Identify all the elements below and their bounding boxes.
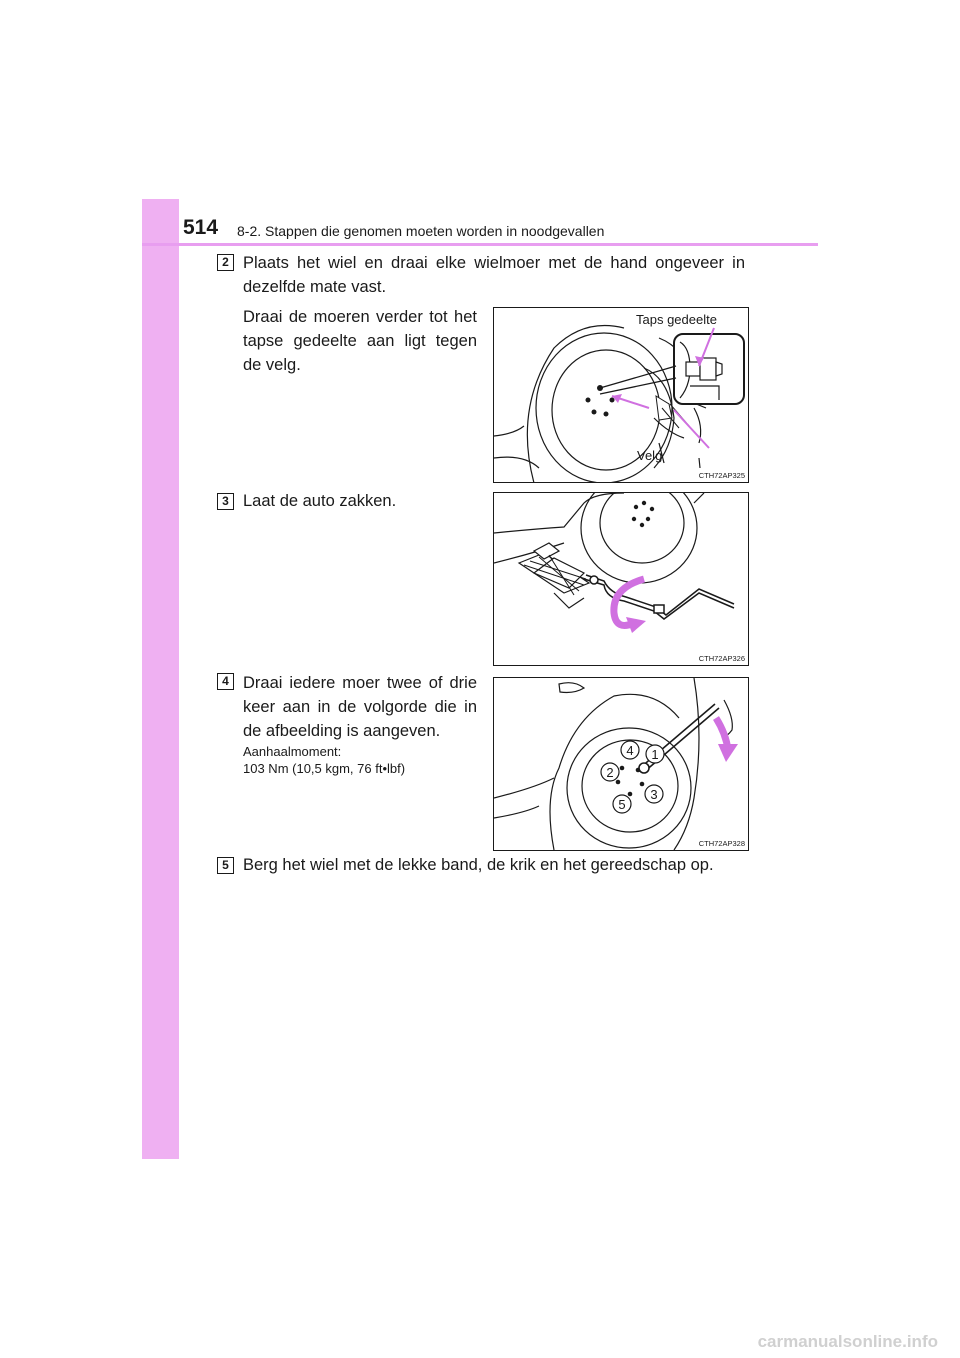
- nut-number-5: 5: [618, 797, 626, 812]
- figure-code: CTH72AP326: [698, 654, 745, 663]
- figure-tighten-nut: [493, 307, 749, 483]
- label-velg: Velg: [637, 448, 663, 463]
- watermark: carmanualsonline.info: [757, 1332, 938, 1351]
- figure-code: CTH72AP325: [698, 471, 745, 480]
- nut-number-3: 3: [650, 787, 658, 802]
- page-number: 514: [183, 216, 219, 239]
- nut-number-2: 2: [606, 765, 614, 780]
- nut-number-1: 1: [651, 747, 659, 762]
- torque-value: 103 Nm (10,5 kgm, 76 ft•lbf): [243, 761, 406, 776]
- side-tab: [142, 199, 179, 1159]
- step-number-2: 2: [217, 254, 234, 271]
- step-2-text: Plaats het wiel en draai elke wielmoer met de hand ongeveer in dezelfde mate vast.: [243, 254, 745, 296]
- nut-number-4: 4: [626, 743, 634, 758]
- figure-code: CTH72AP328: [698, 839, 745, 848]
- torque-label: Aanhaalmoment:: [243, 744, 342, 759]
- step-number-3: 3: [217, 493, 234, 510]
- header-rule: [142, 243, 818, 246]
- step-3-text: Laat de auto zakken.: [243, 492, 397, 510]
- label-taps-gedeelte: Taps gedeelte: [636, 312, 717, 327]
- figure-tightening-order: [493, 677, 749, 851]
- step-2-subtext: Draai de moeren verder tot het tapse gedeelte aan ligt tegen de velg.: [243, 308, 477, 374]
- step-5-text: Berg het wiel met de lekke band, de krik en het gereedschap op.: [243, 856, 714, 874]
- chapter-title: 8-2. Stappen die genomen moeten worden in noodgevallen: [237, 223, 605, 239]
- step-number-5: 5: [217, 857, 234, 874]
- figure-lower-car: [493, 492, 749, 666]
- step-number-4: 4: [217, 673, 234, 690]
- step-4-text: Draai iedere moer twee of drie keer aan in de volgorde die in de afbeelding is aangeven.: [243, 674, 477, 740]
